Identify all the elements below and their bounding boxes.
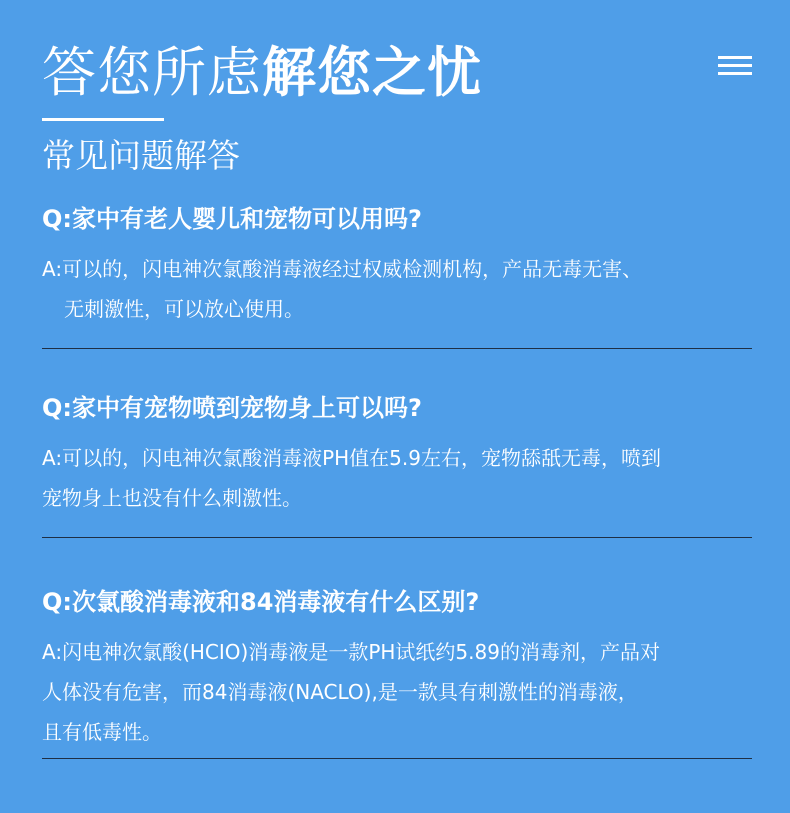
divider <box>42 537 752 538</box>
faq-answer-line: A:可以的，闪电神次氯酸消毒液经过权威检测机构，产品无毒无害、 <box>42 257 643 281</box>
page-title-bold: 解您之忧 <box>262 41 482 104</box>
menu-bar <box>718 72 752 75</box>
faq-answer-line: 无刺激性，可以放心使用。 <box>64 297 304 321</box>
section-subtitle: 常见问题解答 <box>42 136 240 175</box>
title-underline <box>42 118 164 121</box>
menu-bar <box>718 56 752 59</box>
faq-answer-line: 宠物身上也没有什么刺激性。 <box>42 486 302 510</box>
faq-answer-line: 且有低毒性。 <box>42 720 162 744</box>
divider <box>42 348 752 349</box>
faq-question: Q:家中有宠物喷到宠物身上可以吗? <box>42 394 422 422</box>
hamburger-menu-icon[interactable] <box>718 54 752 78</box>
faq-answer <box>42 249 754 329</box>
faq-question: Q:次氯酸消毒液和84消毒液有什么区别? <box>42 588 480 616</box>
faq-item <box>42 202 754 329</box>
page-title-light: 答您所虑 <box>42 41 262 104</box>
faq-answer-line: A:可以的，闪电神次氯酸消毒液PH值在5.9左右，宠物舔舐无毒，喷到 <box>42 446 661 470</box>
divider <box>42 758 752 759</box>
faq-item <box>42 585 754 752</box>
faq-item <box>42 391 754 518</box>
faq-answer-line: A:闪电神次氯酸(HCIO)消毒液是一款PH试纸约5.89的消毒剂，产品对 <box>42 640 660 664</box>
menu-bar <box>718 64 752 67</box>
faq-answer <box>42 632 754 752</box>
faq-question: Q:家中有老人婴儿和宠物可以用吗? <box>42 205 422 233</box>
page-title <box>42 40 482 106</box>
faq-answer-line: 人体没有危害，而84消毒液(NACLO),是一款具有刺激性的消毒液， <box>42 680 638 704</box>
faq-answer <box>42 438 754 518</box>
